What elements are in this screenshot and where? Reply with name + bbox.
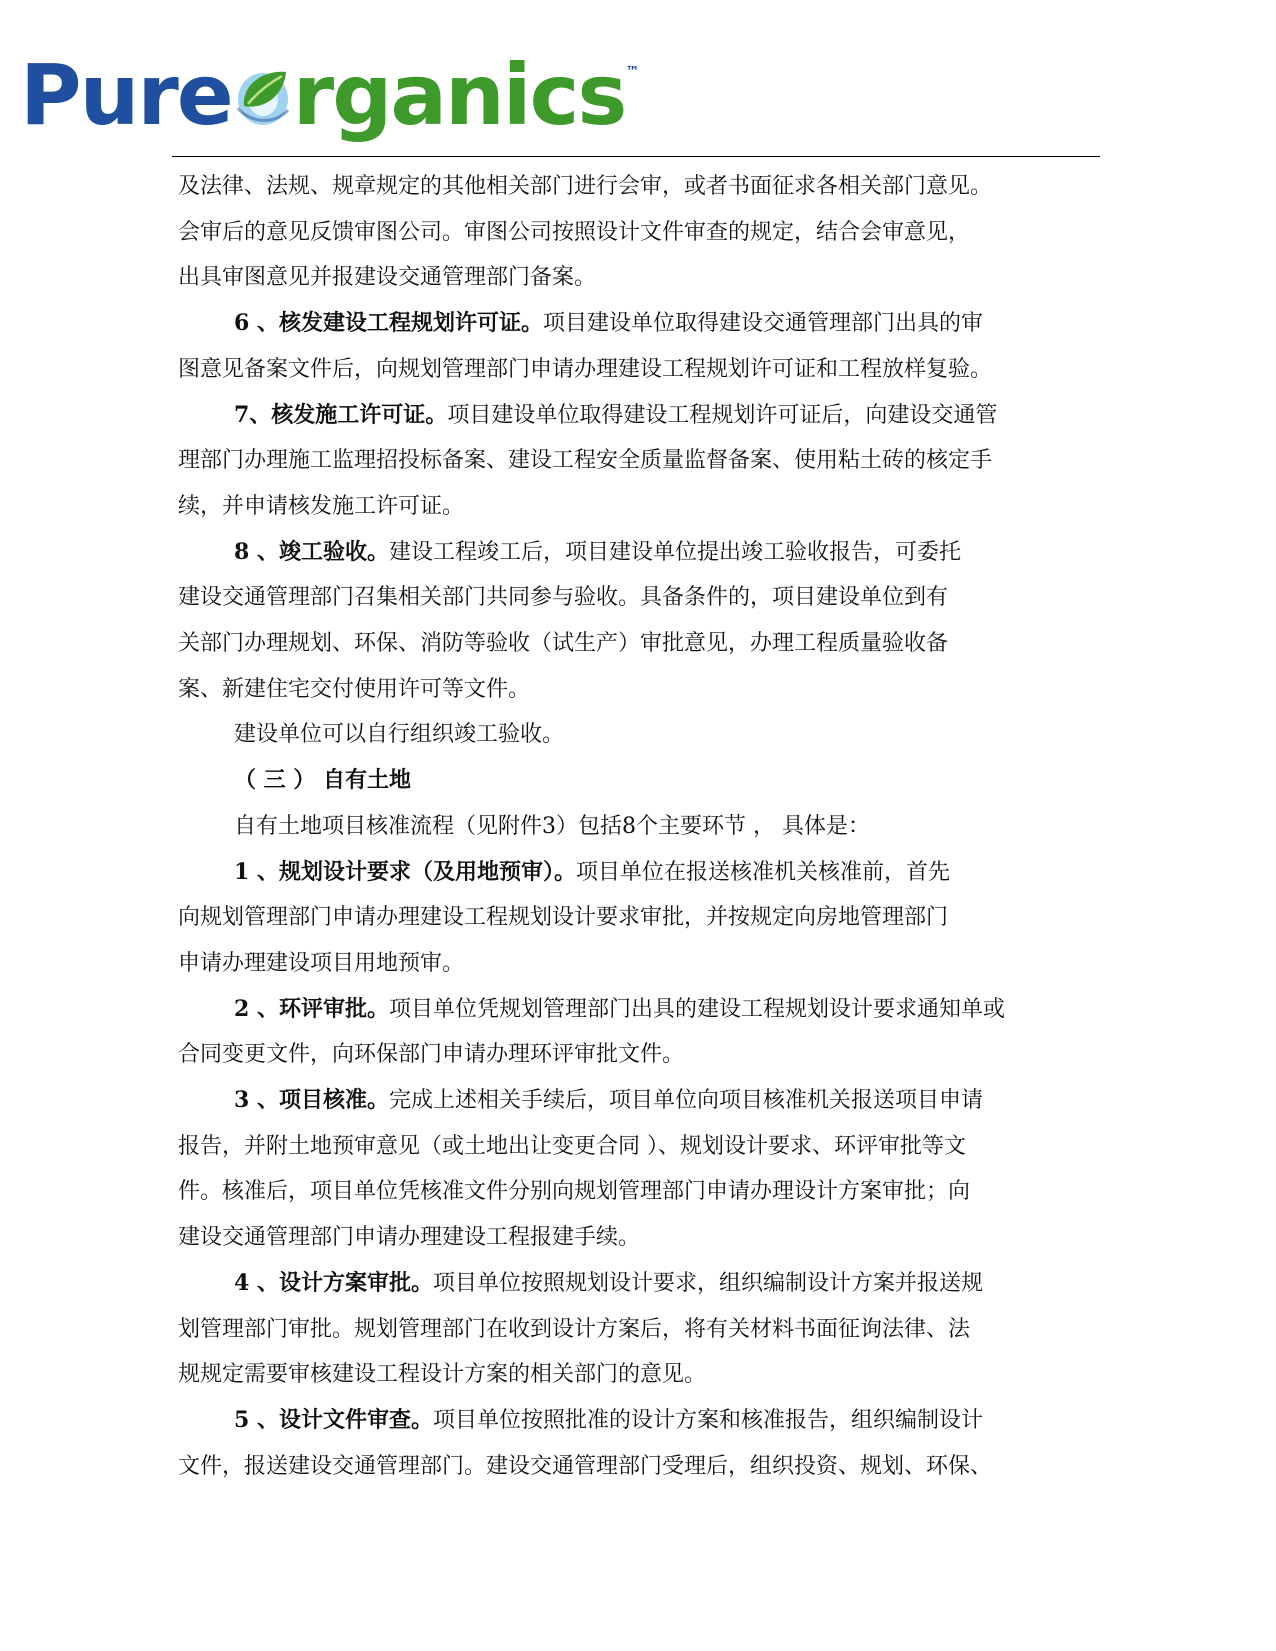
company-logo (20, 22, 639, 145)
paragraph-line (178, 210, 1108, 256)
paragraph-line (178, 301, 1108, 347)
paragraph-line (178, 393, 1108, 439)
paragraph-line (178, 987, 1108, 1033)
line-text: 项目单位按照规划设计要求，组织编制设计方案并报送规 (432, 1270, 983, 1296)
line-text: 案、新建住宅交付使用许可等文件。 (178, 676, 531, 702)
line-text: 项目单位凭规划管理部门出具的建设工程规划设计要求通知单或 (388, 996, 1005, 1022)
line-text: 件。核准后，项目单位凭核准文件分别向规划管理部门申请办理设计方案审批；向 (178, 1179, 971, 1205)
paragraph-line (178, 1398, 1108, 1444)
line-text: 划管理部门审批。规划管理部门在收到设计方案后，将有关材料书面征询法律、法 (178, 1316, 971, 1342)
section-heading: 2 、环评审批。 (234, 995, 389, 1022)
paragraph-line (178, 530, 1108, 576)
line-text: 向规划管理部门申请办理建设工程规划设计要求审批，并按规定向房地管理部门 (178, 905, 949, 931)
section-heading: 3 、项目核准。 (234, 1087, 389, 1114)
section-heading: 1 、规划设计要求（及用地预审）。 (234, 858, 576, 885)
line-text: 关部门办理规划、环保、消防等验收（试生产）审批意见，办理工程质量验收备 (178, 631, 949, 657)
paragraph-line (178, 941, 1108, 987)
document-body (178, 164, 1108, 1489)
line-text: 文件，报送建设交通管理部门。建设交通管理部门受理后，组织投资、规划、环保、 (178, 1453, 993, 1479)
paragraph-line (178, 575, 1108, 621)
header-divider (172, 156, 1100, 157)
paragraph-line (178, 1124, 1108, 1170)
line-text: 续，并申请核发施工许可证。 (178, 493, 465, 519)
paragraph-line (178, 1215, 1108, 1261)
section-heading: （ 三 ） 自有土地 (234, 767, 411, 794)
paragraph-line (178, 347, 1108, 393)
line-text: 会审后的意见反馈审图公司。审图公司按照设计文件审查的规定，结合会审意见， (178, 219, 971, 245)
section-heading: 6 、核发建设工程规划许可证。 (234, 310, 543, 337)
leaf-droplet-icon (234, 66, 292, 128)
line-text: 报告，并附土地预审意见（或土地出让变更合同 ）、规划设计要求、环评审批等文 (178, 1133, 966, 1159)
line-text: 及法律、法规、规章规定的其他相关部门进行会审，或者书面征求各相关部门意见。 (178, 174, 993, 199)
line-text: 建设交通管理部门申请办理建设工程报建手续。 (178, 1225, 641, 1251)
paragraph-line (178, 621, 1108, 667)
section-heading: 5 、设计文件审查。 (234, 1406, 433, 1433)
line-text: 项目建设单位取得建设交通管理部门出具的审 (542, 311, 983, 337)
line-text: 合同变更文件，向环保部门申请办理环评审批文件。 (178, 1042, 685, 1068)
line-text: 建设工程竣工后，项目建设单位提出竣工验收报告，可委托 (388, 539, 961, 565)
paragraph-line (178, 164, 1108, 210)
line-text: 项目单位在报送核准机关核准前，首先 (575, 859, 950, 885)
line-text: 出具审图意见并报建设交通管理部门备案。 (178, 265, 597, 291)
line-text: 自有土地项目核准流程（见附件3）包括8个主要环节 ， 具体是： (234, 813, 870, 839)
paragraph-line (178, 712, 1108, 758)
paragraph-line (178, 804, 1108, 850)
paragraph-line (178, 667, 1108, 713)
paragraph-line (178, 438, 1108, 484)
line-text: 项目建设单位取得建设工程规划许可证后，向建设交通管 (447, 402, 998, 428)
paragraph-line (178, 484, 1108, 530)
paragraph-line (178, 1444, 1108, 1490)
line-text: 完成上述相关手续后，项目单位向项目核准机关报送项目申请 (388, 1088, 983, 1114)
paragraph-line (178, 1307, 1108, 1353)
line-text: 建设单位可以自行组织竣工验收。 (234, 722, 565, 748)
line-text: 图意见备案文件后，向规划管理部门申请办理建设工程规划许可证和工程放样复验。 (178, 356, 993, 382)
paragraph-line (178, 1169, 1108, 1215)
logo-text-pure: Pure (20, 46, 232, 144)
paragraph-line (178, 1078, 1108, 1124)
logo-text-organics: rganics (292, 46, 626, 144)
paragraph-line (178, 255, 1108, 301)
paragraph-line (178, 895, 1108, 941)
line-text: 理部门办理施工监理招投标备案、建设工程安全质量监督备案、使用粘土砖的核定手 (178, 448, 993, 474)
line-text: 规规定需要审核建设工程设计方案的相关部门的意见。 (178, 1362, 707, 1388)
section-heading: 4 、设计方案审批。 (234, 1269, 433, 1296)
line-text: 项目单位按照批准的设计方案和核准报告，组织编制设计 (432, 1407, 983, 1433)
paragraph-line (178, 1352, 1108, 1398)
line-text: 申请办理建设项目用地预审。 (178, 950, 465, 976)
paragraph-line (178, 1261, 1108, 1307)
line-text: 建设交通管理部门召集相关部门共同参与验收。具备条件的，项目建设单位到有 (178, 585, 949, 611)
paragraph-line (178, 1032, 1108, 1078)
paragraph-line (178, 850, 1108, 896)
section-heading: 8 、竣工验收。 (234, 538, 389, 565)
section-heading: 7、核发施工许可证。 (234, 401, 448, 428)
trademark-symbol: ™ (625, 64, 640, 80)
paragraph-line (178, 758, 1108, 804)
